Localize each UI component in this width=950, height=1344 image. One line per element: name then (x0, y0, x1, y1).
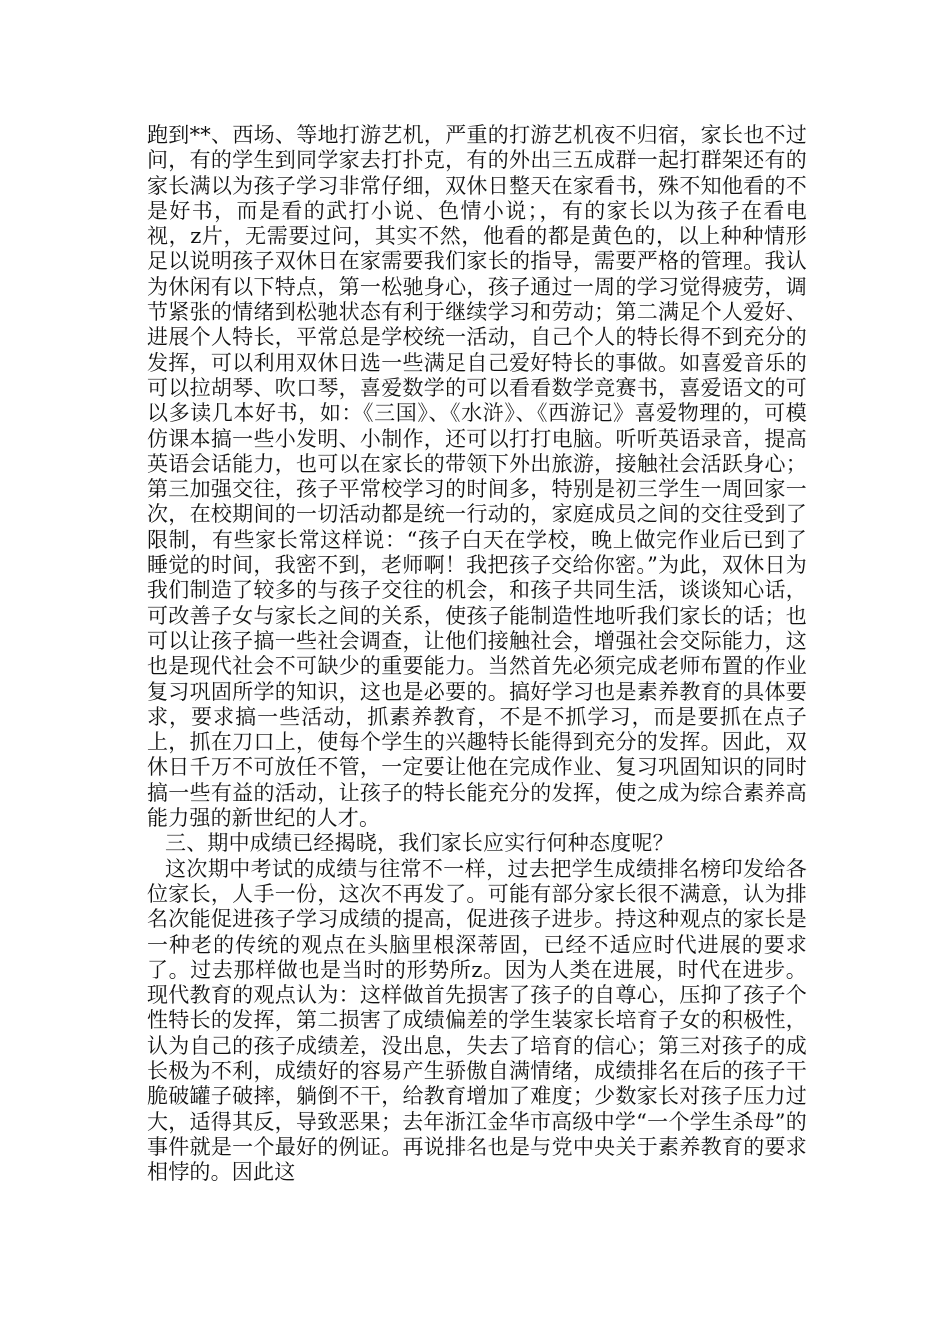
paragraph-leisure: 跑到**、西场、等地打游艺机，严重的打游艺机夜不归宿，家长也不过问，有的学生到同学家去打扑克，有的外出三五成群一起打群架还有的家长满以为孩子学习非常仔细，双休日整天在家看书，殊不知他看的不是好书，而是看的武打小说、色情小说；，有的家长以为孩子在看电视，z片，无需要过问，其实不然，他看的都是黄色的，以上种种情形足以说明孩子双休日在家需要我们家长的指导，需要严格的管理。我认为休闲有以下特点，第一松驰身心，孩子通过一周的学习觉得疲劳，调节紧张的情绪到松驰状态有利于继续学习和劳动；第二满足个人爱好、进展个人特长，平常总是学校统一活动，自己个人的特长得不到充分的发挥，可以利用双休日选一些满足自己爱好特长的事做。如喜爱音乐的可以拉胡琴、吹口琴，喜爱数学的可以看看数学竞赛书，喜爱语文的可以多读几本好书，如：《三国》、《水浒》、《西游记》喜爱物理的，可模仿课本搞一些小发明、小制作，还可以打打电脑。听听英语录音，提高英语会话能力，也可以在家长的带领下外出旅游，接触社会活跃身心；第三加强交往，孩子平常校学习的时间多，特别是初三学生一周回家一次，在校期间的一切活动都是统一行动的，家庭成员之间的交往受到了限制，有些家长常这样说：“孩子白天在学校，晚上做完作业后已到了睡觉的时间，我密不到，老师啊！我把孩子交给你密。”为此，双休日为我们制造了较多的与孩子交往的机会，和孩子共同生活，谈谈知心话，可改善子女与家长之间的关系，使孩子能制造性地听我们家长的话；也可以让孩子搞一些社会调查，让他们接触社会，增强社会交际能力，这也是现代社会不可缺少的重要能力。当然首先必须完成老师布置的作业复习巩固所学的知识，这也是必要的。搞好学习也是素养教育的具体要求，要求搞一些活动，抓素养教育，不是不抓学习，而是要抓在点子上，抓在刀口上，使每个学生的兴趣特长能得到充分的发挥。因此，双休日千万不可放任不管，一定要让他在完成作业、复习巩固知识的同时搞一些有益的活动，让孩子的特长能充分的发挥，使之成为综合素养高能力强的新世纪的人才。 (147, 123, 807, 831)
document-body (147, 123, 807, 1185)
paragraph-midterm: 这次期中考试的成绩与往常不一样，过去把学生成绩排名榜印发给各位家长，人手一份，这次不再发了。可能有部分家长很不满意，认为排名次能促进孩子学习成绩的提高，促进孩子进步。持这种观点的家长是一种老的传统的观点在头脑里根深蒂固，已经不适应时代进展的要求了。过去那样做也是当时的形势所z。因为人类在进展，时代在进步。现代教育的观点认为：这样做首先损害了孩子的自尊心，压抑了孩子个性特长的发挥，第二损害了成绩偏差的学生装家长培育子女的积极性，认为自己的孩子成绩差，没出息，失去了培育的信心；第三对孩子的成长极为不利，成绩好的容易产生骄傲自满情绪，成绩排名在后的孩子干脆破罐子破摔，躺倒不干，给教育增加了难度；少数家长对孩子压力过大，适得其反，导致恶果；去年浙江金华市高级中学“一个学生杀母”的事件就是一个最好的例证。再说排名也是与党中央关于素养教育的要求相悖的。因此这 (147, 856, 807, 1185)
section-heading-three: 三、期中成绩已经揭晓，我们家长应实行何种态度呢？ (165, 831, 674, 856)
